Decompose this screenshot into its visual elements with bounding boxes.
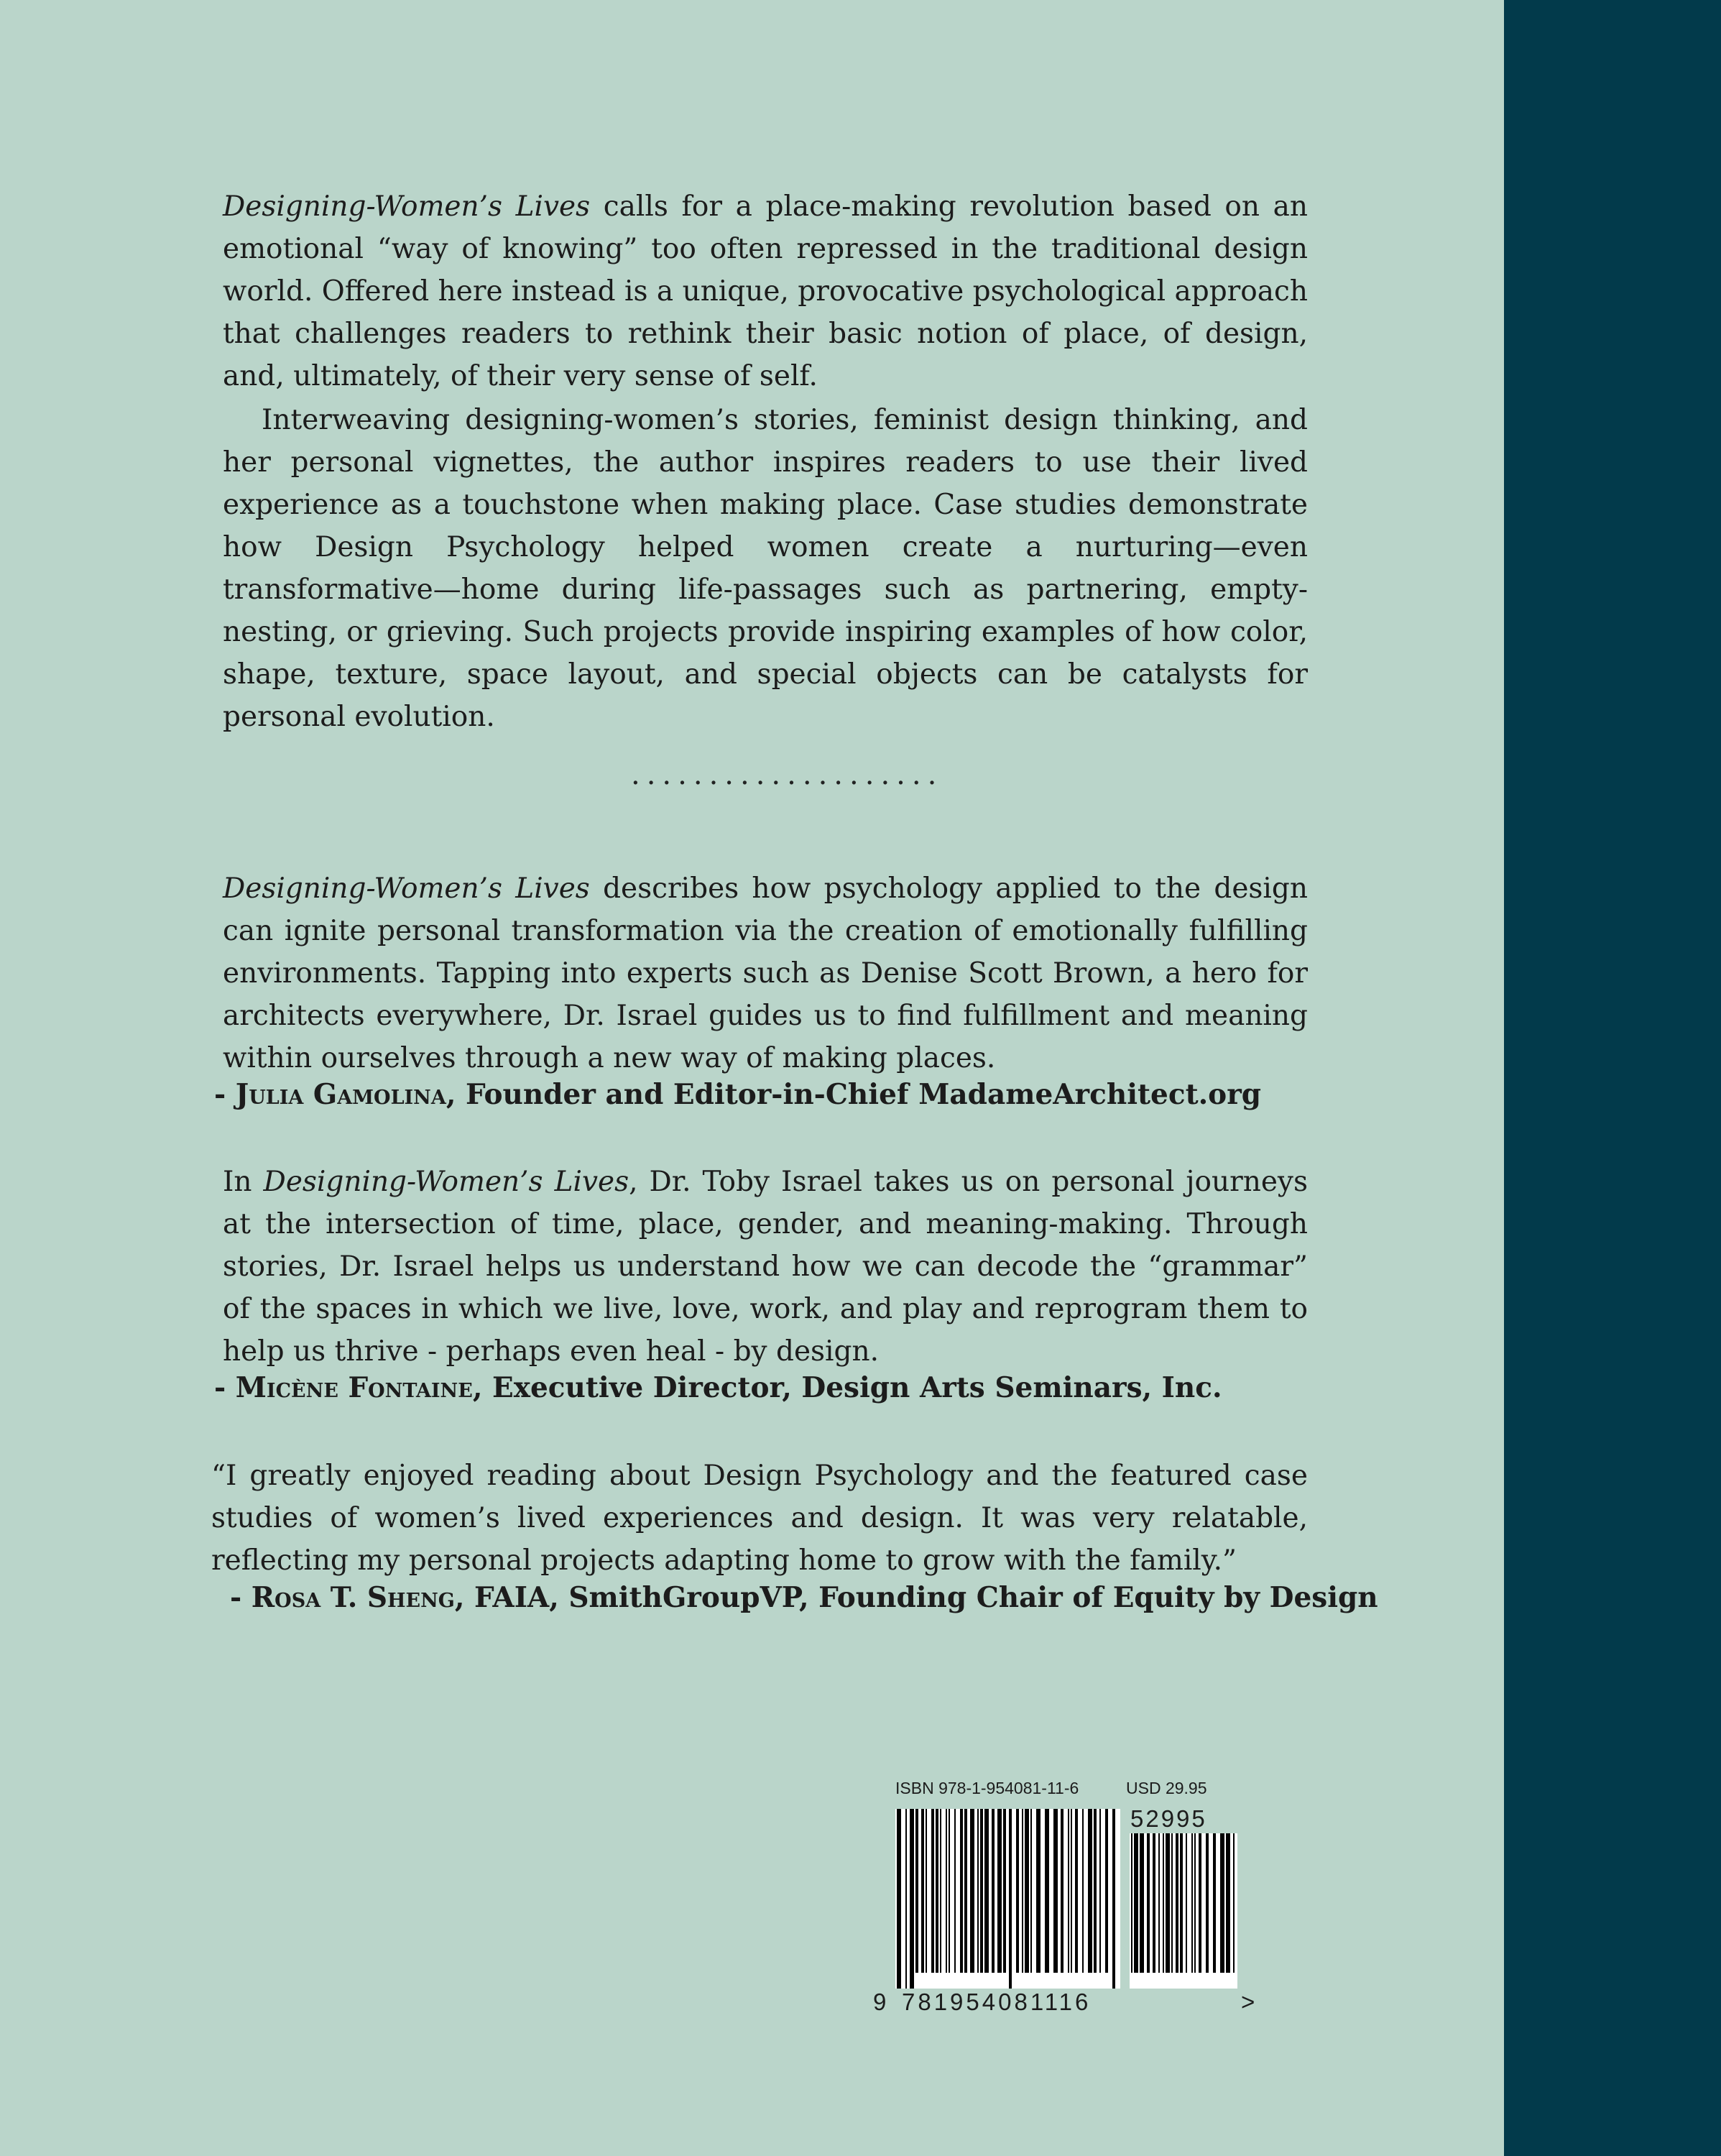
- barcode-bar: [1140, 1833, 1144, 1973]
- ean-barcode-bars: [895, 1809, 1120, 1989]
- barcode-bar: [954, 1809, 956, 1973]
- review-text: , Dr. Toby Israel takes us on personal journeys at the intersection of time, place, gender, and meaning-making. Through stories, Dr. Israel helps us understand how we can decode the “grammar” of the spaces in which we live, love, work, and play and reprogram them to help us thrive - perhaps even heal - by design.: [223, 1166, 1308, 1368]
- barcode-bar: [949, 1809, 950, 1973]
- barcode-bar: [1131, 1833, 1132, 1973]
- barcode-bar: [1094, 1809, 1097, 1973]
- barcode-bar: [1166, 1833, 1170, 1973]
- addon-barcode-bars: [1130, 1833, 1237, 1989]
- barcode-bar: [1030, 1809, 1032, 1973]
- review-text: describes how psychology applied to the design can ignite personal transformation via the creation of emotionally fulfilling environments. Tapping into experts such as Denise Scott Brown, a hero for architects everywhere, Dr. Israel guides us to find fulfillment and meaning within ourselves through a new way of making places.: [223, 872, 1308, 1074]
- barcode-bar: [1053, 1809, 1058, 1973]
- barcode-bar: [931, 1809, 934, 1973]
- reviewer-role: , Executive Director, Design Arts Seminars, Inc.: [472, 1371, 1222, 1404]
- book-title: Designing-Women’s Lives: [223, 872, 590, 905]
- barcode-bar: [1153, 1833, 1155, 1973]
- barcode-bar: [960, 1809, 963, 1973]
- review-text: “I greatly enjoyed reading about Design Psychology and the featured case studies of women’s lived experiences and design. It was very relatable, reflecting my personal projects adapting home to grow with the family.”: [211, 1460, 1308, 1577]
- barcode-bar: [1191, 1833, 1193, 1973]
- reviewer-role: , FAIA, SmithGroupVP, Founding Chair of Equity by Design: [454, 1581, 1378, 1614]
- blurb-text-1: calls for a place-making revolution based on an emotional “way of knowing” too often repressed in the traditional design world. Offered here instead is a unique, provocative psychological approach that challenges readers to rethink their basic notion of place, of design, and, ultimately, of their very sense of self.: [223, 190, 1308, 392]
- barcode-bar: [1009, 1809, 1012, 1989]
- barcode-bar: [921, 1809, 924, 1973]
- section-divider: ....................: [631, 758, 943, 791]
- book-title: Designing-Women’s Lives: [223, 190, 591, 223]
- barcode-bar: [1088, 1809, 1092, 1973]
- review-quote: [223, 867, 1308, 1079]
- barcode-bar: [980, 1809, 983, 1973]
- review-attribution: - Rosa T. Sheng, FAIA, SmithGroupVP, Founding Chair of Equity by Design: [230, 1581, 1378, 1614]
- reviewer-name: Julia Gamolina: [235, 1078, 446, 1111]
- reviewer-name: Rosa T. Sheng: [251, 1581, 455, 1614]
- barcode-bar: [936, 1809, 938, 1973]
- barcode-bar: [1022, 1809, 1023, 1973]
- barcode-bar: [1016, 1809, 1019, 1973]
- barcode-bar: [992, 1809, 995, 1973]
- barcode: [873, 1779, 1275, 2037]
- barcode-bar: [1075, 1809, 1078, 1973]
- barcode-bar: [926, 1809, 927, 1973]
- barcode-bar: [1061, 1809, 1063, 1973]
- barcode-bar: [1003, 1809, 1006, 1973]
- barcode-bar: [1068, 1809, 1069, 1973]
- review-2: [223, 1161, 1308, 1373]
- barcode-bar: [1220, 1833, 1224, 1973]
- review-attribution: - Julia Gamolina, Founder and Editor-in-Chief MadameArchitect.org: [214, 1078, 1262, 1111]
- barcode-bar: [1176, 1833, 1178, 1973]
- barcode-bar: [1112, 1809, 1115, 1989]
- barcode-bar: [1233, 1833, 1235, 1973]
- review-quote: [211, 1455, 1308, 1582]
- barcode-first-digit: 9: [873, 1989, 889, 2015]
- barcode-bar: [1105, 1809, 1108, 1973]
- blurb-paragraph-1: [223, 185, 1308, 397]
- barcode-bar: [1099, 1809, 1101, 1973]
- barcode-bar: [1186, 1833, 1187, 1973]
- barcode-bar: [1194, 1833, 1196, 1973]
- barcode-bar: [940, 1809, 941, 1973]
- review-3: [211, 1455, 1308, 1582]
- barcode-bar: [1071, 1809, 1072, 1973]
- price-label: USD 29.95: [1126, 1779, 1207, 1797]
- barcode-bar: [1213, 1833, 1216, 1973]
- reviewer-role: , Founder and Editor-in-Chief MadameArchitect.org: [446, 1078, 1262, 1111]
- barcode-arrow: >: [1241, 1989, 1258, 2015]
- barcode-bar: [897, 1809, 901, 1989]
- barcode-bar: [964, 1809, 967, 1973]
- barcode-bar: [970, 1809, 974, 1973]
- review-quote: In Designing-Women’s Lives, Dr. Toby Israel takes us on personal journeys at the intersection of time, place, gender, and meaning-making. Through stories, Dr. Israel helps us understand how we can decode the “grammar” of the spaces in which we live, love, work, and play and reprogram them to help us thrive - perhaps even heal - by design.: [223, 1166, 1308, 1368]
- barcode-bar: [1036, 1809, 1041, 1973]
- barcode-bar: [1158, 1833, 1160, 1973]
- addon-digits: 52995: [1130, 1805, 1207, 1832]
- barcode-bar: [915, 1809, 918, 1973]
- barcode-bar: [1025, 1809, 1029, 1973]
- blurb: [223, 185, 1308, 738]
- book-title: Designing-Women’s Lives: [263, 1166, 629, 1198]
- barcode-bar: [1134, 1833, 1138, 1973]
- review-attribution: - Micène Fontaine, Executive Director, Design Arts Seminars, Inc.: [214, 1371, 1222, 1404]
- review-1: [223, 867, 1308, 1079]
- barcode-bar: [905, 1809, 907, 1989]
- barcode-bar: [1226, 1833, 1230, 1973]
- spine-panel: [1504, 0, 1721, 2156]
- barcode-bar: [1171, 1833, 1173, 1973]
- blurb-paragraph-2: Interweaving designing-women’s stories, feminist design thinking, and her personal vignettes, the author inspires readers to use their lived experience as a touchstone when making place. Case studies demonstrate how Design Psychology helped women create a nurturing—even transformative—home during life-passages such as partnering, empty-nesting, or grieving. Such projects provide inspiring examples of how color, shape, texture, space layout, and special objects can be catalysts for personal evolution.: [223, 404, 1308, 733]
- barcode-bar: [1045, 1809, 1049, 1973]
- barcode-bar: [984, 1809, 989, 1973]
- barcode-bar: [910, 1809, 914, 1989]
- barcode-bar: [1180, 1833, 1183, 1973]
- barcode-bar: [1163, 1833, 1164, 1973]
- barcode-digits: 781954081116: [902, 1989, 1092, 2015]
- barcode-bar: [1082, 1809, 1084, 1973]
- isbn-label: ISBN 978-1-954081-11-6: [895, 1779, 1079, 1797]
- barcode-bar: [1199, 1833, 1201, 1973]
- reviewer-name: Micène Fontaine: [235, 1371, 473, 1404]
- barcode-bar: [997, 1809, 1002, 1973]
- barcode-bar: [977, 1809, 979, 1973]
- barcode-bar: [1206, 1833, 1209, 1973]
- barcode-bar: [946, 1809, 947, 1973]
- barcode-bar: [1147, 1833, 1150, 1973]
